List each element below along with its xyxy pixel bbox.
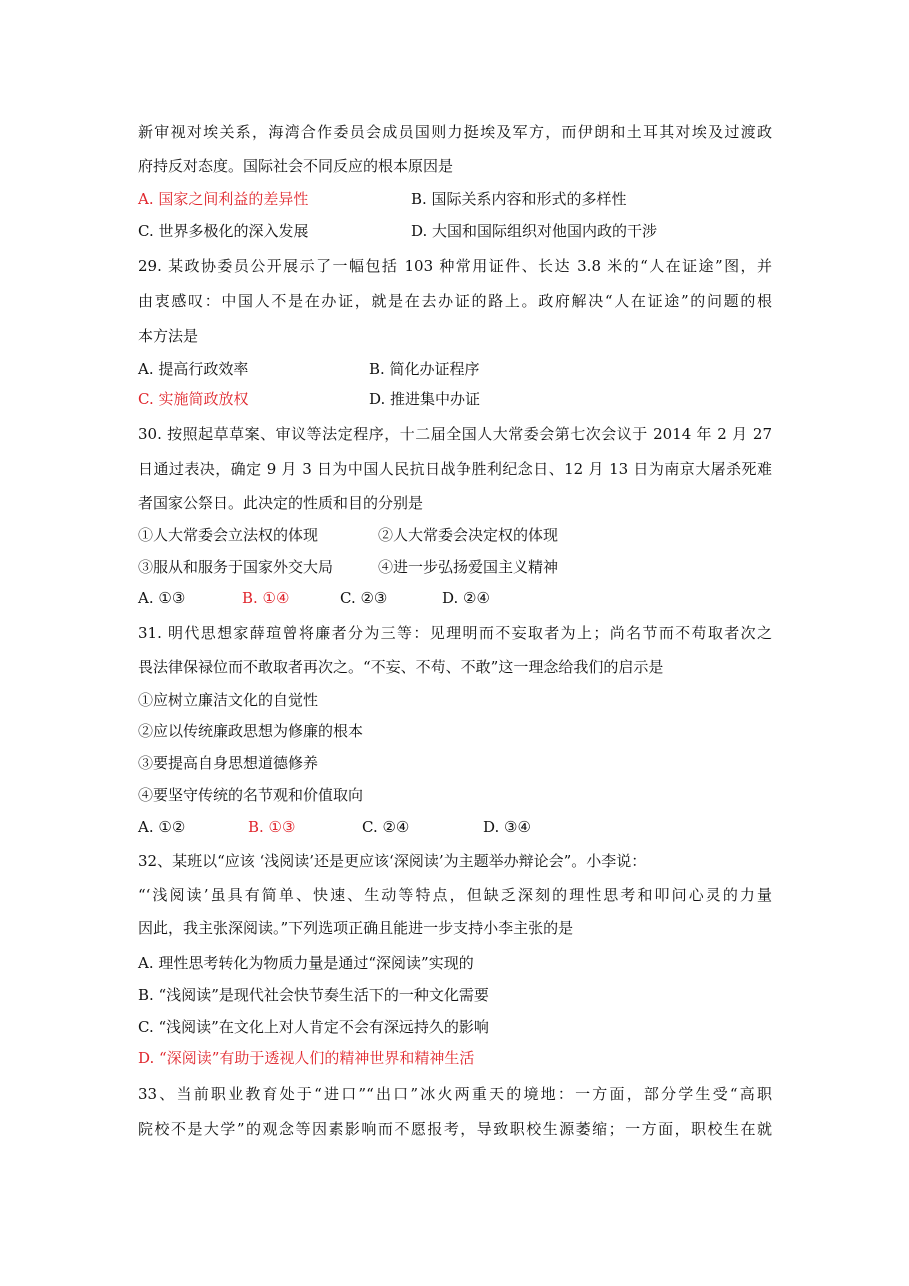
q31-item-2: ②应以传统廉政思想为修廉的根本 [138, 722, 364, 740]
q28-option-b: B. 国际关系内容和形式的多样性 [411, 190, 627, 208]
q29-option-d: D. 推进集中办证 [369, 390, 481, 408]
q29-line-2: 由衷感叹：中国人不是在办证，就是在去办证的路上。政府解决“人在证途”的问题的根 [138, 292, 772, 310]
q31-line-1: 31. 明代思想家薛瑄曾将廉者分为三等：见理明而不妄取者为上；尚名节而不苟取者次之 [138, 624, 772, 642]
q28-line-2: 府持反对态度。国际社会不同反应的根本原因是 [138, 157, 454, 175]
q33-line-1: 33、当前职业教育处于“进口”“出口”冰火两重天的境地：一方面，部分学生受“高职 [138, 1085, 772, 1103]
q31-option-b: B. ①③ [248, 818, 296, 836]
q31-item-4: ④要坚守传统的名节观和价值取向 [138, 786, 364, 804]
q28-option-a: A. 国家之间利益的差异性 [138, 190, 309, 208]
q30-line-1: 30. 按照起草草案、审议等法定程序，十二届全国人大常委会第七次会议于 2014 年 2 月 27 [138, 425, 772, 443]
q28-line-1: 新审视对埃关系，海湾合作委员会成员国则力挺埃及军方，而伊朗和土耳其对埃及过渡政 [138, 123, 772, 141]
q29-line-1: 29. 某政协委员公开展示了一幅包括 103 种常用证件、长达 3.8 米的“人在证途”图，并 [138, 257, 772, 275]
q30-option-a: A. ①③ [138, 589, 186, 607]
q28-option-d: D. 大国和国际组织对他国内政的干涉 [411, 222, 658, 240]
q30-option-c: C. ②③ [340, 589, 388, 607]
q30-line-3: 者国家公祭日。此决定的性质和目的分别是 [138, 494, 424, 512]
q30-item-3: ③服从和服务于国家外交大局 [138, 558, 334, 576]
q31-option-d: D. ③④ [483, 818, 531, 836]
q28-option-c: C. 世界多极化的深入发展 [138, 222, 309, 240]
q31-line-2: 畏法律保禄位而不敢取者再次之。“不妄、不苟、不敢”这一理念给我们的启示是 [138, 658, 664, 676]
q29-option-b: B. 简化办证程序 [369, 360, 480, 378]
q32-option-d: D. “深阅读”有助于透视人们的精神世界和精神生活 [138, 1049, 475, 1067]
q31-item-1: ①应树立廉洁文化的自觉性 [138, 691, 319, 709]
q30-item-2: ②人大常委会决定权的体现 [378, 526, 559, 544]
q32-line-2: “‘浅阅读’虽具有简单、快速、生动等特点，但缺乏深刻的理性思考和叩问心灵的力量 [138, 886, 772, 904]
q32-option-b: B. “浅阅读”是现代社会快节奏生活下的一种文化需要 [138, 986, 489, 1004]
q30-item-4: ④进一步弘扬爱国主义精神 [378, 558, 559, 576]
q29-line-3: 本方法是 [138, 327, 199, 345]
q33-line-2: 院校不是大学”的观念等因素影响而不愿报考，导致职校生源萎缩；一方面，职校生在就 [138, 1120, 772, 1138]
q31-item-3: ③要提高自身思想道德修养 [138, 754, 319, 772]
q29-option-a: A. 提高行政效率 [138, 360, 249, 378]
q32-line-3: 因此，我主张深阅读。”下列选项正确且能进一步支持小李主张的是 [138, 919, 574, 937]
q30-item-1: ①人大常委会立法权的体现 [138, 526, 319, 544]
q29-option-c: C. 实施简政放权 [138, 390, 249, 408]
q30-option-b: B. ①④ [242, 589, 290, 607]
q32-option-a: A. 理性思考转化为物质力量是通过“深阅读”实现的 [138, 954, 474, 972]
q30-line-2: 日通过表决，确定 9 月 3 日为中国人民抗日战争胜利纪念日、12 月 13 日为南京大屠杀死难 [138, 460, 772, 478]
q31-option-c: C. ②④ [362, 818, 410, 836]
q32-option-c: C. “浅阅读”在文化上对人肯定不会有深远持久的影响 [138, 1018, 489, 1036]
q32-line-1: 32、某班以“应该 ‘浅阅读’还是更应该‘深阅读’为主题举办辩论会”。小李说： [138, 852, 647, 870]
q30-option-d: D. ②④ [442, 589, 490, 607]
q31-option-a: A. ①② [138, 818, 186, 836]
